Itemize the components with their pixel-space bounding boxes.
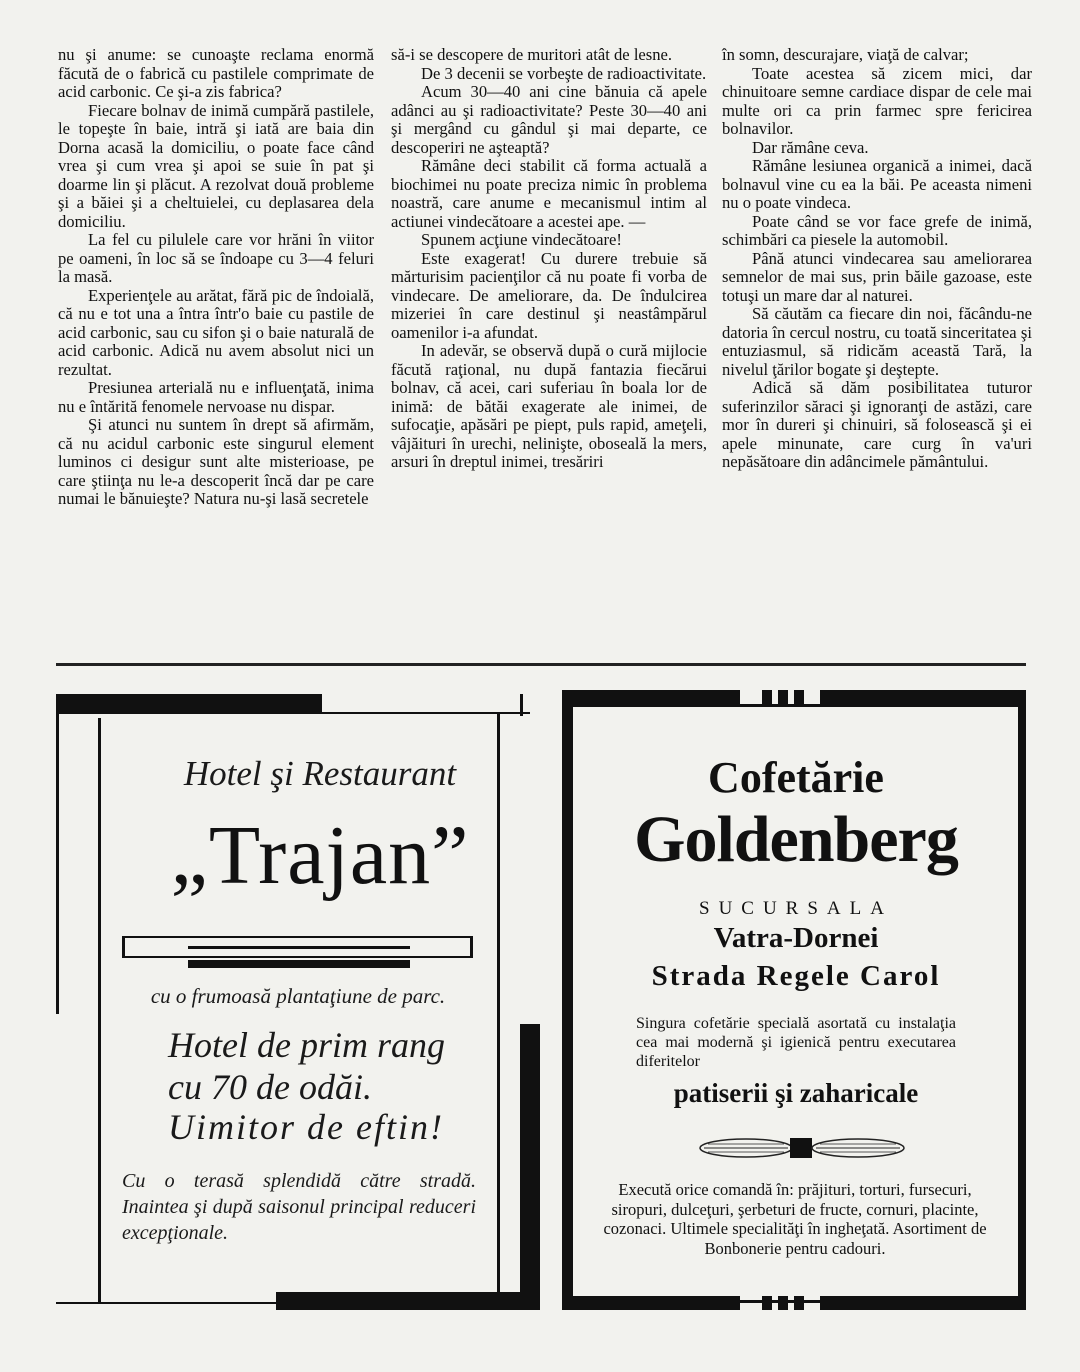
ad-outer-left-band bbox=[562, 690, 570, 1310]
ad-frame-top-line bbox=[56, 712, 530, 714]
ad-title-goldenberg: Goldenberg bbox=[634, 803, 958, 876]
article-paragraph: Acum 30—40 ani cine bănuia că apele adânci au şi radioactivitate? Peste 30—40 ani şi mergând cu gândul şi mai departe, ce descoperiri ne aşteaptă? bbox=[391, 82, 707, 157]
ad-description: Singura cofetărie specială asortată cu instalaţia cea mai modernă şi igienică pentru executarea diferitelor bbox=[636, 1015, 956, 1070]
ad-title-cofetarie: Cofetărie bbox=[708, 753, 884, 802]
ad-town: Vatra-Dornei bbox=[713, 922, 879, 954]
article-paragraph: Să căutăm ca fiecare din noi, făcându-ne datoria în cercul nostru, cu toată sinceritatea şi entuziasmul, să ridicăm această Tară, la nivelul ţărilor bogate şi deştepte. bbox=[722, 304, 1032, 379]
article-column-2 bbox=[391, 46, 707, 472]
ad-slogan-2: cu 70 de odăi. bbox=[168, 1067, 372, 1107]
ad-heading: Hotel şi Restaurant bbox=[183, 754, 457, 793]
article-column-1 bbox=[58, 46, 374, 509]
article-paragraph: în somn, descurajare, viaţă de calvar; bbox=[722, 45, 969, 64]
ad-top-notches bbox=[740, 690, 820, 704]
article-paragraph: De 3 decenii se vorbeşte de radioactivitate. bbox=[421, 63, 707, 83]
rule-top-line bbox=[122, 936, 473, 938]
article-paragraph: să-i se descopere de muritori atât de lesne. bbox=[391, 45, 673, 64]
ornament-divider bbox=[696, 1136, 908, 1160]
article-paragraph: Rămâne lesiunea organică a inimei, dacă bolnavul vine cu ea la băi. Pe aceasta nimeni nu o poate vindeca. bbox=[722, 156, 1032, 212]
section-divider bbox=[56, 663, 1026, 666]
rule-right-cap bbox=[470, 936, 473, 958]
ad-frame-right-tick bbox=[520, 694, 523, 716]
rule-thin-bar bbox=[188, 946, 410, 949]
article-column-3 bbox=[722, 46, 1032, 472]
ad-frame-right-post bbox=[497, 714, 500, 1302]
article-paragraph: Toate acestea să zicem mici, dar chinuitoare semne cardiace dispar de cele mai multe ori ca prin farmec spre fericirea bolnavilor. bbox=[722, 63, 1032, 138]
rule-bottom-line bbox=[122, 956, 473, 958]
rule-left-cap bbox=[122, 936, 125, 958]
article-paragraph: Adică să dăm posibilitatea tuturor suferinzilor săraci şi ignoranţi de astăzi, care mor în dureri şi chinuiri, să folosească şi ei apele minunate, care curg în va'uri nepăsătoare din adâncimele pământului. bbox=[722, 378, 1032, 471]
ad-specialty: patiserii şi zaharicale bbox=[673, 1078, 919, 1108]
ad-tagline: cu o frumoasă plantaţiune de parc. bbox=[150, 984, 446, 1008]
article-paragraph: Şi atunci nu suntem în drept să afirmăm, că nu acidul carbonic este singurul element luminos ci desigur sunt alte misterioase, pe care ştiinţa nu le-a descoperit încă dar pe care numai le bănuieşte? Natura nu-şi lasă secretele bbox=[58, 415, 374, 508]
article-paragraph: Fiecare bolnav de inimă cumpără pastilele, le topeşte în baie, intră şi iată are baia din Dorna acasă la domiciliu, o poate face când vrea şi cum vrea şi apoi se suie în pat şi doarme lin şi plăcut. A rezolvat două probleme şi a băiei şi a cheltuielei, cu deplasarea dela domiciliu. bbox=[58, 100, 374, 231]
article-paragraph: Dar rămâne ceva. bbox=[752, 137, 869, 157]
ad-frame-top-bar bbox=[56, 694, 322, 712]
article-paragraph: La fel cu pilulele care vor hrăni în viitor pe oameni, în loc să se îndoape cu 3—4 feluri la masă. bbox=[58, 230, 374, 286]
article-paragraph: Este exagerat! Cu durere trebuie să mărturisim pacienţilor că nu poate fi vorba de vindecare. De ameliorare, da. De îndulcirea mizeriei în care destinul şi neastâmpărul oamenilor i-a afundat. bbox=[391, 248, 707, 342]
ad-frame-right-bar bbox=[520, 1024, 540, 1310]
article-paragraph: Experienţele au arătat, fără pic de îndoială, că nu e tot una a întra într'o baie cu pastile de acid carbonic, sau cu sifon şi o baie naturală de acid carbonic. Adică nu avem absolut nici un rezultat. bbox=[58, 285, 374, 379]
ad-slogan-3: Uimitor de eftin! bbox=[168, 1107, 444, 1147]
article-paragraph: Poate când se vor face grefe de inimă, schimbări ca piesele la automobil. bbox=[722, 211, 1032, 249]
article-paragraph: Rămâne deci stabilit că forma actuală a biochimei nu poate preciza nimic în problema noastră, care anume e mecanismul intim al actiunei vindecătoare a acestei ape. — bbox=[391, 156, 707, 231]
ad-street: Strada Regele Carol bbox=[651, 960, 941, 992]
ad-footer: Cu o terasă splendidă către stradă. Inaintea şi după saisonul principal reduceri excepţionale. bbox=[122, 1170, 476, 1244]
article-paragraph: Spunem acţiune vindecătoare! bbox=[421, 230, 622, 249]
article-paragraph: Presiunea arterială nu e influenţată, inima nu e întărită fenomele nervoase nu dispar. bbox=[58, 378, 374, 416]
ad-frame-bottom-bar bbox=[276, 1292, 540, 1310]
ad-hotel-name: „Trajan” bbox=[170, 809, 470, 902]
ad-branch: SUCURSALA bbox=[699, 898, 893, 919]
article-paragraph: Până atunci vindecarea sau ameliorarea semnelor de mai sus, prin băile gazoase, este totuşi un mare dar al naturei. bbox=[722, 248, 1032, 305]
ad-slogan-1: Hotel de prim rang bbox=[168, 1025, 445, 1065]
article-paragraph: nu şi anume: se cunoaşte reclama enormă făcută de o fabrică cu pastilele comprimate de acid carbonic. Ce şi-a zis fabrica? bbox=[58, 45, 374, 101]
rule-thick-bar bbox=[188, 960, 410, 968]
ad-frame-bottom-line bbox=[56, 1302, 500, 1304]
article-paragraph: In adevăr, se observă după o cură mijlocie făcută raţional, nu după fantazia fiecărui bolnav, că acei, cari suferiau în boala lor de inimă: de bătăi exagerate ale inimei, de sufocaţie, apăsări pe piept, puls rapid, ameţeli, vâjăituri în urechi, nelinişte, oboseală la mers, arsuri în dreptul inimei, tresăriri bbox=[391, 341, 707, 471]
ad-orders: Execută orice comandă în: prăjituri, torturi, fursecuri, siropuri, dulceţuri, şerbeturi de fructe, cornuri, placinte, cozonaci. Ultimele specialităţi în ingheţată. Asortiment de Bonbonerie pentru cadouri. bbox=[603, 1180, 987, 1258]
ad-frame-left-line bbox=[56, 694, 59, 1014]
